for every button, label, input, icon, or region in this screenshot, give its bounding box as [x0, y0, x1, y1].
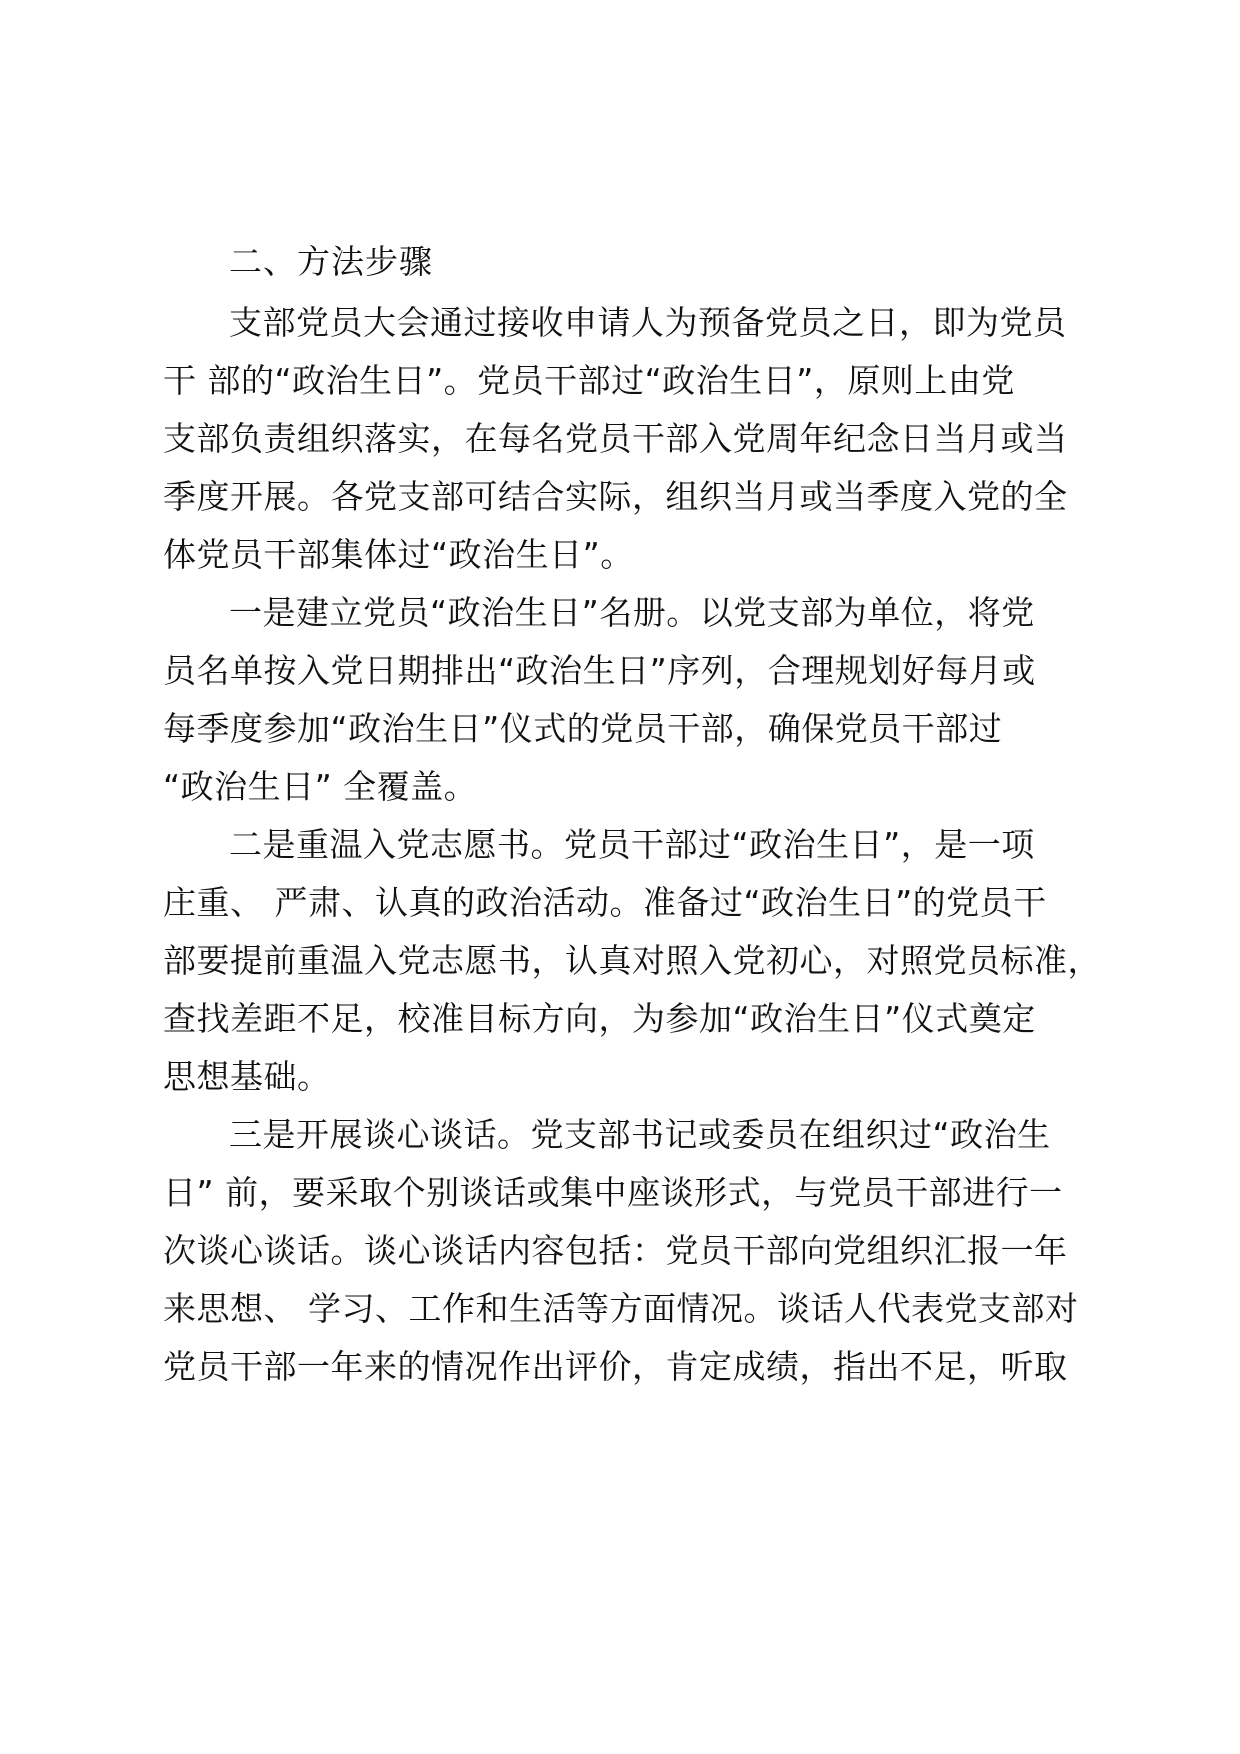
paragraph-2-line-1: 一是建立党员“政治生日”名册。以党支部为单位，将党 — [229, 593, 1035, 632]
paragraph-4-line-1: 三是开展谈心谈话。党支部书记或委员在组织过“政治生 — [229, 1115, 1051, 1154]
paragraph-4-line-3: 次谈心谈话。谈心谈话内容包括：党员干部向党组织汇报一年 — [163, 1231, 1068, 1270]
paragraph-4-line-4: 来思想、 学习、工作和生活等方面情况。谈话人代表党支部对 — [163, 1289, 1079, 1328]
paragraph-4-line-2: 日” 前，要采取个别谈话或集中座谈形式，与党员干部进行一 — [163, 1173, 1063, 1212]
paragraph-1-line-4: 季度开展。各党支部可结合实际，组织当月或当季度入党的全 — [163, 477, 1068, 516]
paragraph-1-line-1: 支部党员大会通过接收申请人为预备党员之日，即为党员 — [229, 303, 1067, 342]
paragraph-3-line-2: 庄重、 严肃、认真的政治活动。准备过“政治生日”的党员干 — [163, 883, 1047, 922]
section-heading: 二、方法步骤 — [229, 242, 433, 281]
paragraph-3-line-4: 查找差距不足，校准目标方向，为参加“政治生日”仪式奠定 — [163, 999, 1036, 1038]
paragraph-3-line-3: 部要提前重温入党志愿书，认真对照入党初心，对照党员标准， — [163, 941, 1101, 980]
paragraph-2-line-4: “政治生日” 全覆盖。 — [163, 767, 478, 806]
paragraph-1-line-3: 支部负责组织落实，在每名党员干部入党周年纪念日当月或当 — [163, 419, 1068, 458]
paragraph-1-line-2: 干 部的“政治生日”。党员干部过“政治生日”，原则上由党 — [163, 361, 1015, 400]
paragraph-3-line-5: 思想基础。 — [163, 1057, 331, 1096]
paragraph-2-line-2: 员名单按入党日期排出“政治生日”序列，合理规划好每月或 — [163, 651, 1036, 690]
paragraph-3-line-1: 二是重温入党志愿书。党员干部过“政治生日”，是一项 — [229, 825, 1035, 864]
paragraph-1-line-5: 体党员干部集体过“政治生日”。 — [163, 535, 634, 574]
paragraph-4-line-5: 党员干部一年来的情况作出评价，肯定成绩，指出不足，听取 — [163, 1347, 1068, 1386]
paragraph-2-line-3: 每季度参加“政治生日”仪式的党员干部，确保党员干部过 — [163, 709, 1003, 748]
